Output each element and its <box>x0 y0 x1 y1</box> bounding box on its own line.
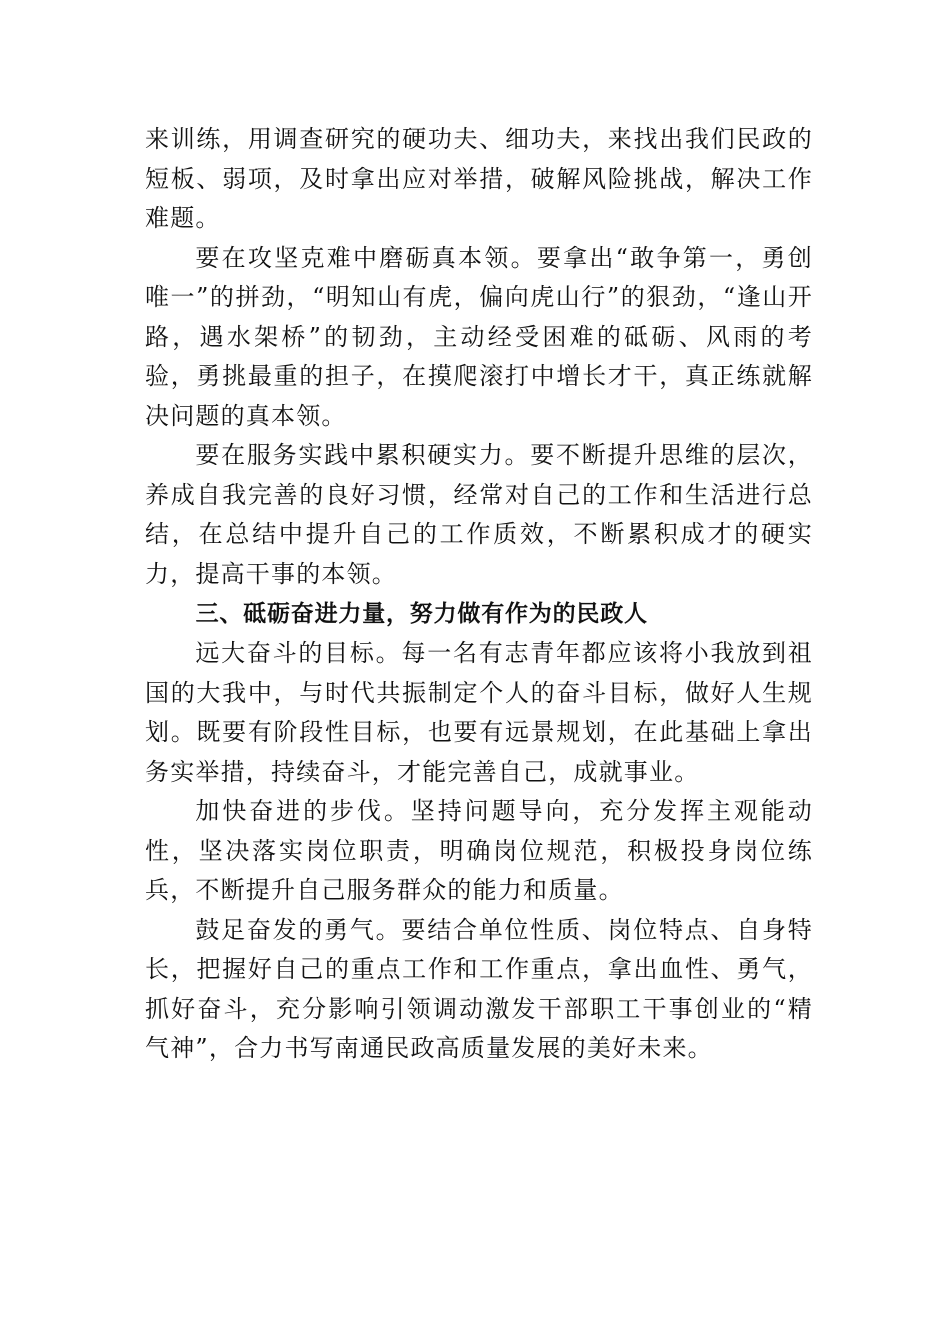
paragraph-goals: 远大奋斗的目标。每一名有志青年都应该将小我放到祖国的大我中，与时代共振制定个人的奋斗目标，做好人生规划。既要有阶段性目标，也要有远景规划，在此基础上拿出务实举措，持续奋斗，才能完善自己，成就事业。 <box>145 639 813 786</box>
paragraph-pace: 加快奋进的步伐。坚持问题导向，充分发挥主观能动性，坚决落实岗位职责，明确岗位规范，积极投身岗位练兵，不断提升自己服务群众的能力和质量。 <box>145 797 813 904</box>
paragraph-hone-skills: 要在攻坚克难中磨砺真本领。要拿出“敢争第一，勇创唯一”的拼劲，“明知山有虎，偏向虎山行”的狠劲，“逢山开路，遇水架桥”的韧劲，主动经受困难的砥砺、风雨的考验，勇挑最重的担子，在摸爬滚打中增长才干，真正练就解决问题的真本领。 <box>145 243 813 430</box>
paragraph-continuation: 来训练，用调查研究的硬功夫、细功夫，来找出我们民政的短板、弱项，及时拿出应对举措，破解风险挑战，解决工作难题。 <box>145 125 813 232</box>
paragraph-courage: 鼓足奋发的勇气。要结合单位性质、岗位特点、自身特长，把握好自己的重点工作和工作重点，拿出血性、勇气， 抓好奋斗，充分影响引领调动激发干部职工干事创业的“精气神”，合力书写南通民政高质量发展的美好未来。 <box>145 915 813 1062</box>
document-page <box>145 120 813 1069</box>
section-heading: 三、砥砺奋进力量，努力做有作为的民政人 <box>195 601 648 627</box>
paragraph-build-strength: 要在服务实践中累积硬实力。要不断提升思维的层次，养成自我完善的良好习惯，经常对自己的工作和生活进行总结，在总结中提升自己的工作质效，不断累积成才的硬实力，提高干事的本领。 <box>145 441 813 588</box>
